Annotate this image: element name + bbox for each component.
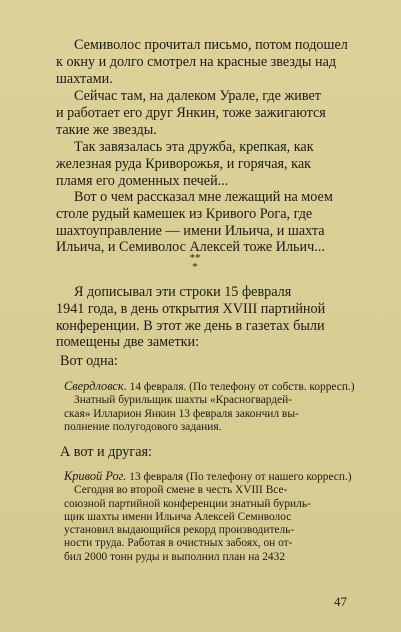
section-separator-asterisks: ** * — [189, 252, 201, 273]
text-line: пламя его доменных печей... — [56, 172, 229, 189]
text-line: полнение полугодового задания. — [64, 420, 222, 433]
text-line: железная руда Криворожья, и горячая, как — [56, 155, 312, 172]
text-line: конференции. В этот же день в газетах были — [56, 317, 325, 334]
news-note-sverdlovsk — [56, 379, 355, 434]
text-line: установил выдающийся рекорд производитель- — [64, 524, 295, 537]
text-line: помещены две заметки: — [56, 334, 200, 351]
text-line: столе рудый камешек из Кривого Рога, где — [56, 205, 313, 222]
text-line: Ильича, и Семиволос Алексей тоже Ильич... — [56, 239, 325, 256]
text-line: ности труда. Работая в очистных забоях, он от- — [64, 537, 293, 550]
note-date-source: 14 февраля. (По телефону от собств. корресп.) — [126, 381, 355, 393]
paragraph-stone-story — [56, 189, 347, 256]
text-line: союзной партийной конференции знатный буриль- — [64, 497, 311, 510]
text-line: Так завязалась эта дружба, крепкая, как — [74, 139, 314, 155]
text-line: Сейчас там, на далеком Урале, где живет — [74, 88, 321, 104]
note-place: Свердловск. — [64, 379, 127, 393]
text-line: Сегодня во второй смене в честь XVIII Все- — [74, 484, 288, 497]
note-header — [56, 379, 355, 394]
lead-second-note: А вот и другая: — [60, 444, 152, 460]
lead-first-note: Вот одна: — [60, 353, 118, 369]
text-line: 1941 года, в день открытия XVIII партийной — [56, 300, 326, 317]
text-line: такие же звезды. — [56, 121, 157, 138]
text-line: щик шахты имени Ильича Алексей Семиволос — [64, 510, 292, 523]
text-line: Вот о чем рассказал мне лежащий на моем — [74, 189, 333, 205]
paragraph-ural-stars — [56, 88, 347, 138]
paragraph-date-intro — [56, 284, 347, 351]
text-line: шахтами. — [56, 70, 113, 87]
note-place: Кривой Рог. — [64, 469, 127, 483]
text-line: Семиволос прочитал письмо, потом подошел — [74, 37, 348, 53]
text-line: бил 2000 тонн руды и выполнил план на 2432 — [64, 550, 286, 563]
page-number: 47 — [334, 594, 347, 609]
text-line: Знатный бурильщик шахты «Красногвардей- — [74, 394, 293, 407]
text-line: и работает его друг Янкин, тоже зажигаются — [56, 104, 326, 121]
news-note-krivoy-rog — [56, 469, 352, 564]
note-header — [56, 469, 352, 484]
paragraph-letter-read — [56, 37, 347, 87]
text-line: шахтоуправление — имени Ильича, и шахта — [56, 222, 325, 239]
note-date-source: 13 февраля (По телефону от нашего корресп.) — [126, 471, 352, 483]
paragraph-friendship — [56, 139, 347, 189]
text-line: ская» Илларион Янкин 13 февраля закончил вы- — [64, 407, 299, 420]
text-line: Я дописывал эти строки 15 февраля — [74, 284, 292, 300]
text-line: к окну и долго смотрел на красные звезды над — [56, 53, 337, 70]
